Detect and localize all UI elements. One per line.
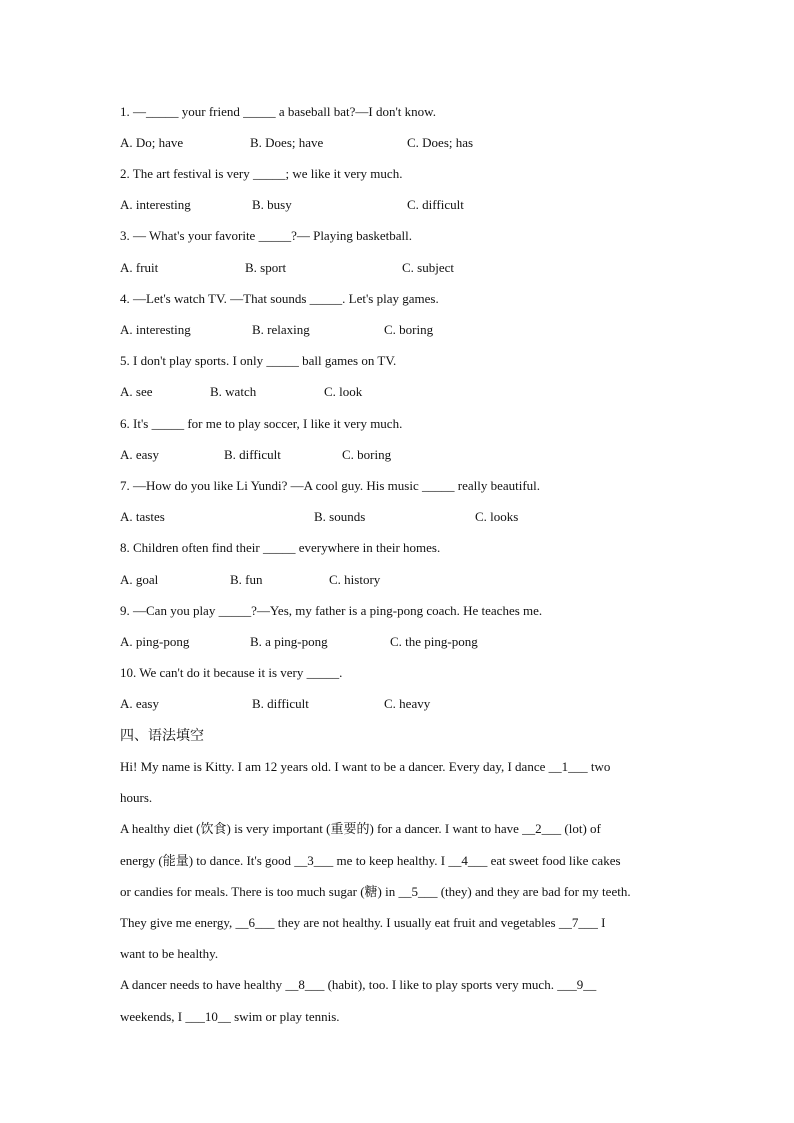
passage-line-7: want to be healthy.	[120, 946, 219, 961]
passage-line-9: weekends, I ___10__ swim or play tennis.	[120, 1009, 340, 1024]
question-1-stem: 1. —_____ your friend _____ a baseball bat?—I don't know.	[120, 104, 436, 119]
passage-line-2: hours.	[120, 790, 153, 805]
question-7-stem: 7. —How do you like Li Yundi? —A cool guy. His music _____ really beautiful.	[120, 478, 541, 493]
question-1-option-c: C. Does; has	[407, 135, 474, 150]
question-4-option-b: B. relaxing	[252, 322, 310, 337]
question-5-option-b: B. watch	[210, 384, 257, 399]
question-8-option-b: B. fun	[230, 572, 263, 587]
question-2-stem: 2. The art festival is very _____; we like it very much.	[120, 166, 403, 181]
question-9-stem: 9. —Can you play _____?—Yes, my father is a ping-pong coach. He teaches me.	[120, 603, 543, 618]
question-10-stem: 10. We can't do it because it is very _____.	[120, 665, 343, 680]
question-1-option-b: B. Does; have	[250, 135, 324, 150]
question-1-option-a: A. Do; have	[120, 135, 184, 150]
question-10-option-c: C. heavy	[384, 696, 431, 711]
passage-line-5: or candies for meals. There is too much sugar (糖) in __5___ (they) and they are bad for my teeth.	[120, 884, 631, 899]
question-3-option-c: C. subject	[402, 260, 454, 275]
passage-line-4: energy (能量) to dance. It's good __3___ me to keep healthy. I __4___ eat sweet food like cakes	[120, 853, 621, 868]
question-5-stem: 5. I don't play sports. I only _____ ball games on TV.	[120, 353, 397, 368]
question-3-stem: 3. — What's your favorite _____?— Playing basketball.	[120, 228, 413, 243]
question-6-option-b: B. difficult	[224, 447, 281, 462]
question-2-option-b: B. busy	[252, 197, 292, 212]
question-2-option-a: A. interesting	[120, 197, 191, 212]
section-heading: 四、语法填空	[120, 728, 204, 744]
passage-line-3: A healthy diet (饮食) is very important (重要的) for a dancer. I want to have __2___ (lot) of	[120, 821, 601, 836]
question-2-option-c: C. difficult	[407, 197, 464, 212]
question-8-stem: 8. Children often find their _____ everywhere in their homes.	[120, 540, 441, 555]
question-7-option-a: A. tastes	[120, 509, 165, 524]
question-7-option-b: B. sounds	[314, 509, 366, 524]
question-3-option-a: A. fruit	[120, 260, 159, 275]
question-8-option-c: C. history	[329, 572, 381, 587]
question-5-option-c: C. look	[324, 384, 363, 399]
question-6-stem: 6. It's _____ for me to play soccer, I like it very much.	[120, 416, 403, 431]
question-9-option-c: C. the ping-pong	[390, 634, 478, 649]
question-6-option-c: C. boring	[342, 447, 392, 462]
question-4-stem: 4. —Let's watch TV. —That sounds _____. Let's play games.	[120, 291, 439, 306]
question-5-option-a: A. see	[120, 384, 153, 399]
question-9-option-a: A. ping-pong	[120, 634, 190, 649]
question-4-option-a: A. interesting	[120, 322, 191, 337]
question-7-option-c: C. looks	[475, 509, 519, 524]
question-4-option-c: C. boring	[384, 322, 434, 337]
passage-line-8: A dancer needs to have healthy __8___ (habit), too. I like to play sports very much. ___9__	[120, 977, 597, 992]
question-9-option-b: B. a ping-pong	[250, 634, 328, 649]
question-8-option-a: A. goal	[120, 572, 159, 587]
question-10-option-a: A. easy	[120, 696, 159, 711]
passage-line-6: They give me energy, __6___ they are not healthy. I usually eat fruit and vegetables __7___ I	[120, 915, 606, 930]
question-6-option-a: A. easy	[120, 447, 159, 462]
passage-line-1: Hi! My name is Kitty. I am 12 years old. I want to be a dancer. Every day, I dance __1___ two	[120, 759, 611, 774]
question-3-option-b: B. sport	[245, 260, 287, 275]
question-10-option-b: B. difficult	[252, 696, 309, 711]
